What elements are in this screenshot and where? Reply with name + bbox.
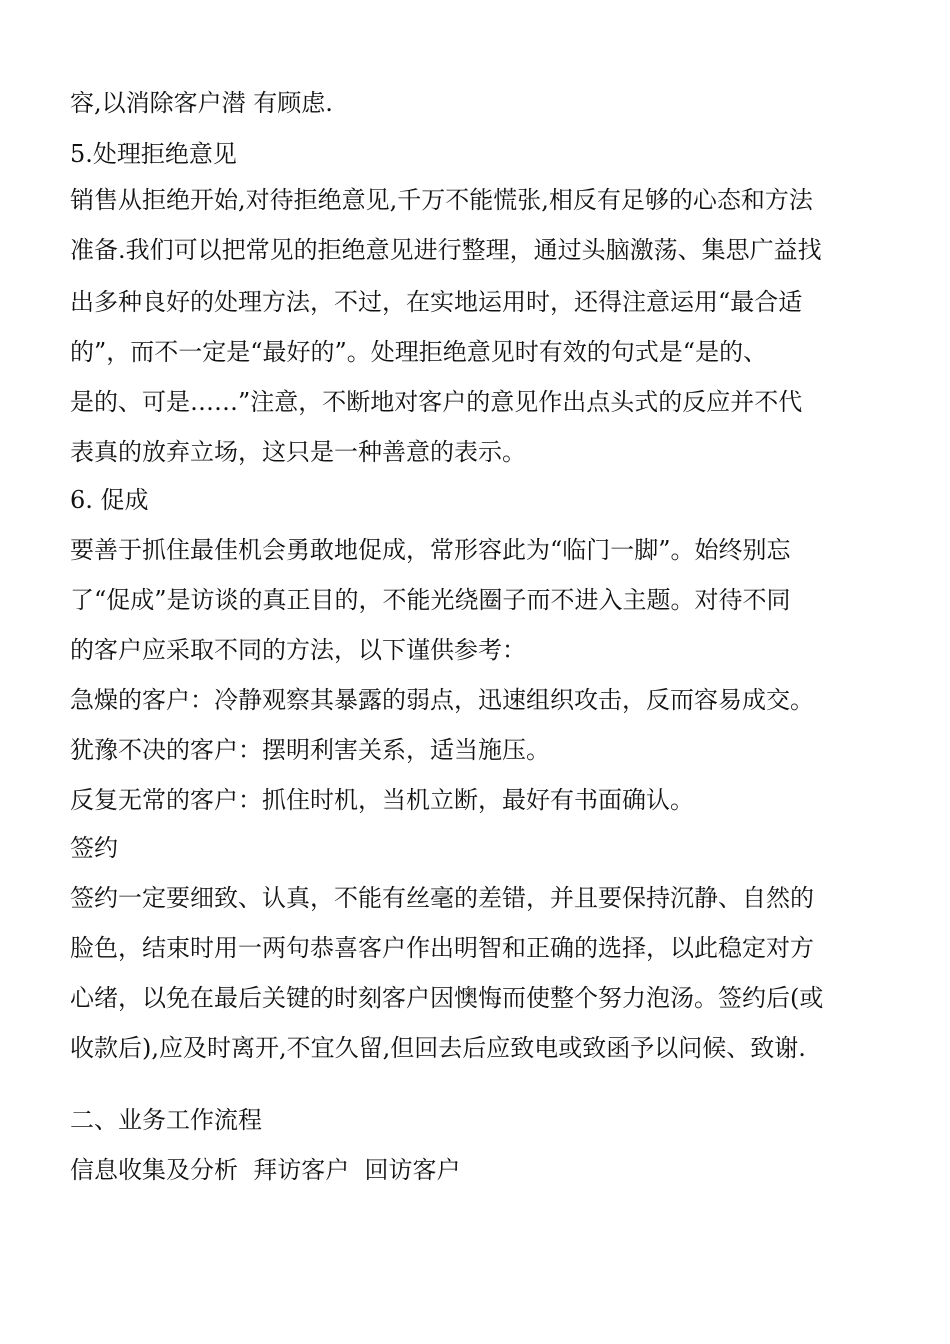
section-heading: 5.处理拒绝意见 [70, 140, 237, 168]
text-line: 准备.我们可以把常见的拒绝意见进行整理，通过头脑激荡、集思广益找 [70, 236, 822, 264]
text-line: 要善于抓住最佳机会勇敢地促成，常形容此为“临门一脚”。始终别忘 [70, 536, 791, 564]
text-line: 脸色，结束时用一两句恭喜客户作出明智和正确的选择，以此稳定对方 [70, 934, 814, 962]
text-line: 反复无常的客户：抓住时机，当机立断，最好有书面确认。 [70, 786, 694, 814]
text-line: 收款后),应及时离开,不宜久留,但回去后应致电或致函予以问候、致谢. [70, 1034, 806, 1062]
text-line: 急燥的客户：冷静观察其暴露的弱点，迅速组织攻击，反而容易成交。 [70, 686, 814, 714]
text-line: 犹豫不决的客户：摆明利害关系，适当施压。 [70, 736, 550, 764]
text-line: 是的、可是……”注意，不断地对客户的意见作出点头式的反应并不代 [70, 388, 803, 416]
text-line: 心绪，以免在最后关键的时刻客户因懊悔而使整个努力泡汤。签约后(或 [70, 984, 824, 1012]
text-line: 签约一定要细致、认真，不能有丝毫的差错，并且要保持沉静、自然的 [70, 884, 814, 912]
text-line: 容,以消除客户潜 有顾虑. [70, 89, 333, 117]
section-heading: 签约 [70, 834, 118, 862]
text-line: 出多种良好的处理方法，不过，在实地运用时，还得注意运用“最合适 [70, 288, 803, 316]
section-heading: 6. 促成 [70, 486, 149, 514]
section-heading: 二、业务工作流程 [70, 1106, 262, 1134]
text-line: 表真的放弃立场，这只是一种善意的表示。 [70, 438, 526, 466]
text-line: 了“促成”是访谈的真正目的，不能光绕圈子而不进入主题。对待不同 [70, 586, 791, 614]
text-line: 的客户应采取不同的方法，以下谨供参考： [70, 636, 526, 664]
text-line: 的”，而不一定是“最好的”。处理拒绝意见时有效的句式是“是的、 [70, 338, 768, 366]
text-line: 销售从拒绝开始,对待拒绝意见,千万不能慌张,相反有足够的心态和方法 [70, 186, 813, 214]
text-line: 信息收集及分析 拜访客户 回访客户 [70, 1156, 461, 1184]
